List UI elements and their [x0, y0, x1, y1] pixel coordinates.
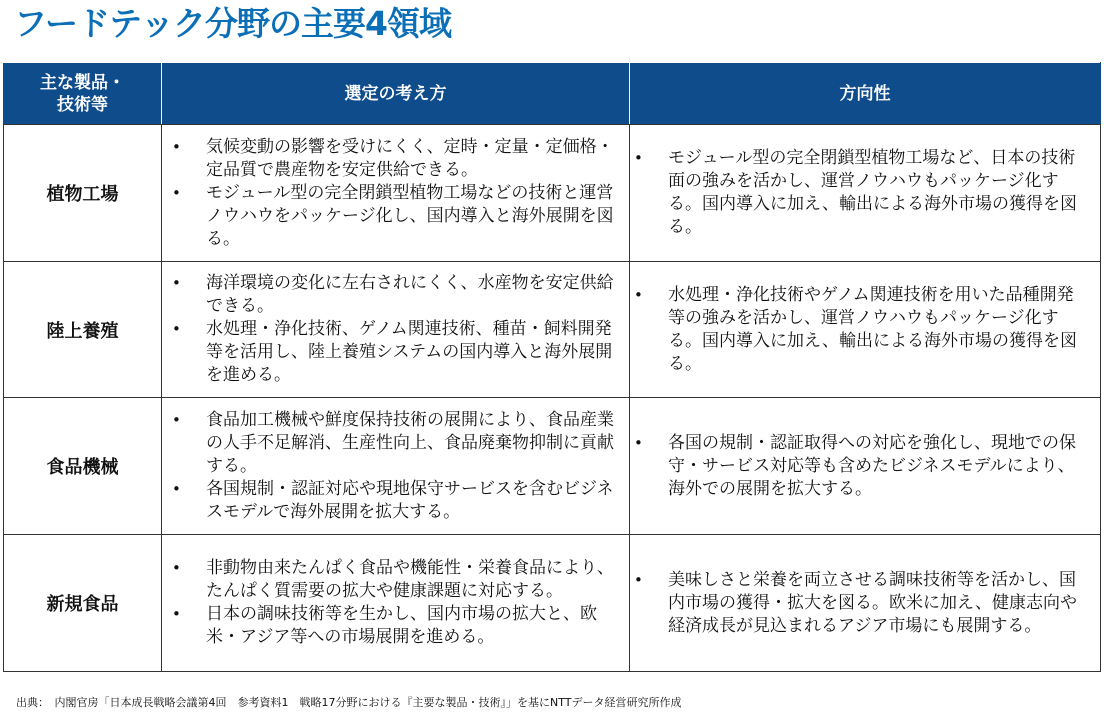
list-item: • モジュール型の完全閉鎖型植物工場など、日本の技術面の強みを活かし、運営ノウハウもパッケージ化する。国内導入に加え、輸出による海外市場の獲得を図る。 [630, 147, 1090, 239]
header-selection-criteria: 選定の考え方 [162, 63, 630, 125]
row-label-land-aquaculture: 陸上養殖 [4, 262, 162, 398]
list-item: • 各国の規制・認証取得への対応を強化し、現地での保守・サービス対応等も含めたビジネスモデルにより、海外での展開を拡大する。 [630, 432, 1090, 501]
table-row [4, 535, 1101, 672]
focus-areas-table [3, 62, 1101, 672]
list-item: • 気候変動の影響を受けにくく、定時・定量・定価格・定品質で農産物を安定供給できる。 [162, 136, 619, 182]
direction-cell [630, 262, 1101, 398]
list-item: • 食品加工機械や鮮度保持技術の展開により、食品産業の人手不足解消、生産性向上、食品廃棄物抑制に貢献する。 [162, 409, 619, 478]
row-label-novel-food: 新規食品 [4, 535, 162, 672]
header-row [4, 63, 1101, 125]
table-header [4, 63, 1101, 125]
criteria-list [162, 557, 629, 649]
table-row [4, 125, 1101, 262]
criteria-list [162, 409, 629, 524]
direction-cell [630, 125, 1101, 262]
direction-list [630, 432, 1100, 501]
list-item: • 非動物由来たんぱく食品や機能性・栄養食品により、たんぱく質需要の拡大や健康課題に対応する。 [162, 557, 619, 603]
table-row [4, 262, 1101, 398]
list-item: • 日本の調味技術等を生かし、国内市場の拡大と、欧米・アジア等への市場展開を進める。 [162, 603, 619, 649]
criteria-cell [162, 535, 630, 672]
direction-list [630, 147, 1100, 239]
list-item: • 美味しさと栄養を両立させる調味技術等を活かし、国内市場の獲得・拡大を図る。欧米に加え、健康志向や経済成長が見込まれるアジア市場にも展開する。 [630, 569, 1090, 638]
page-title: フードテック分野の主要4領域 [14, 4, 451, 43]
direction-list [630, 284, 1100, 376]
direction-cell [630, 398, 1101, 535]
criteria-list [162, 272, 629, 387]
row-label-food-machinery: 食品機械 [4, 398, 162, 535]
table-body [4, 125, 1101, 672]
criteria-cell [162, 125, 630, 262]
direction-list [630, 569, 1100, 638]
list-item: • 海洋環境の変化に左右されにくく、水産物を安定供給できる。 [162, 272, 619, 318]
criteria-cell [162, 262, 630, 398]
list-item: • モジュール型の完全閉鎖型植物工場などの技術と運営ノウハウをパッケージ化し、国内導入と海外展開を図る。 [162, 182, 619, 251]
table-row [4, 398, 1101, 535]
list-item: • 水処理・浄化技術、ゲノム関連技術、種苗・飼料開発等を活用し、陸上養殖システムの国内導入と海外展開を進める。 [162, 318, 619, 387]
row-label-plant-factory: 植物工場 [4, 125, 162, 262]
source-note: 出典： 内閣官房「日本成長戦略会議第4回 参考資料1 戦略17分野における『主要な製品・技術』」を基にNTTデータ経営研究所作成 [16, 696, 682, 709]
criteria-cell [162, 398, 630, 535]
direction-cell [630, 535, 1101, 672]
list-item: • 水処理・浄化技術やゲノム関連技術を用いた品種開発等の強みを活かし、運営ノウハウもパッケージ化する。国内導入に加え、輸出による海外市場の獲得を図る。 [630, 284, 1090, 376]
header-product-tech: 主な製品・ 技術等 [4, 63, 162, 125]
header-direction: 方向性 [630, 63, 1101, 125]
list-item: • 各国規制・認証対応や現地保守サービスを含むビジネスモデルで海外展開を拡大する。 [162, 478, 619, 524]
criteria-list [162, 136, 629, 251]
